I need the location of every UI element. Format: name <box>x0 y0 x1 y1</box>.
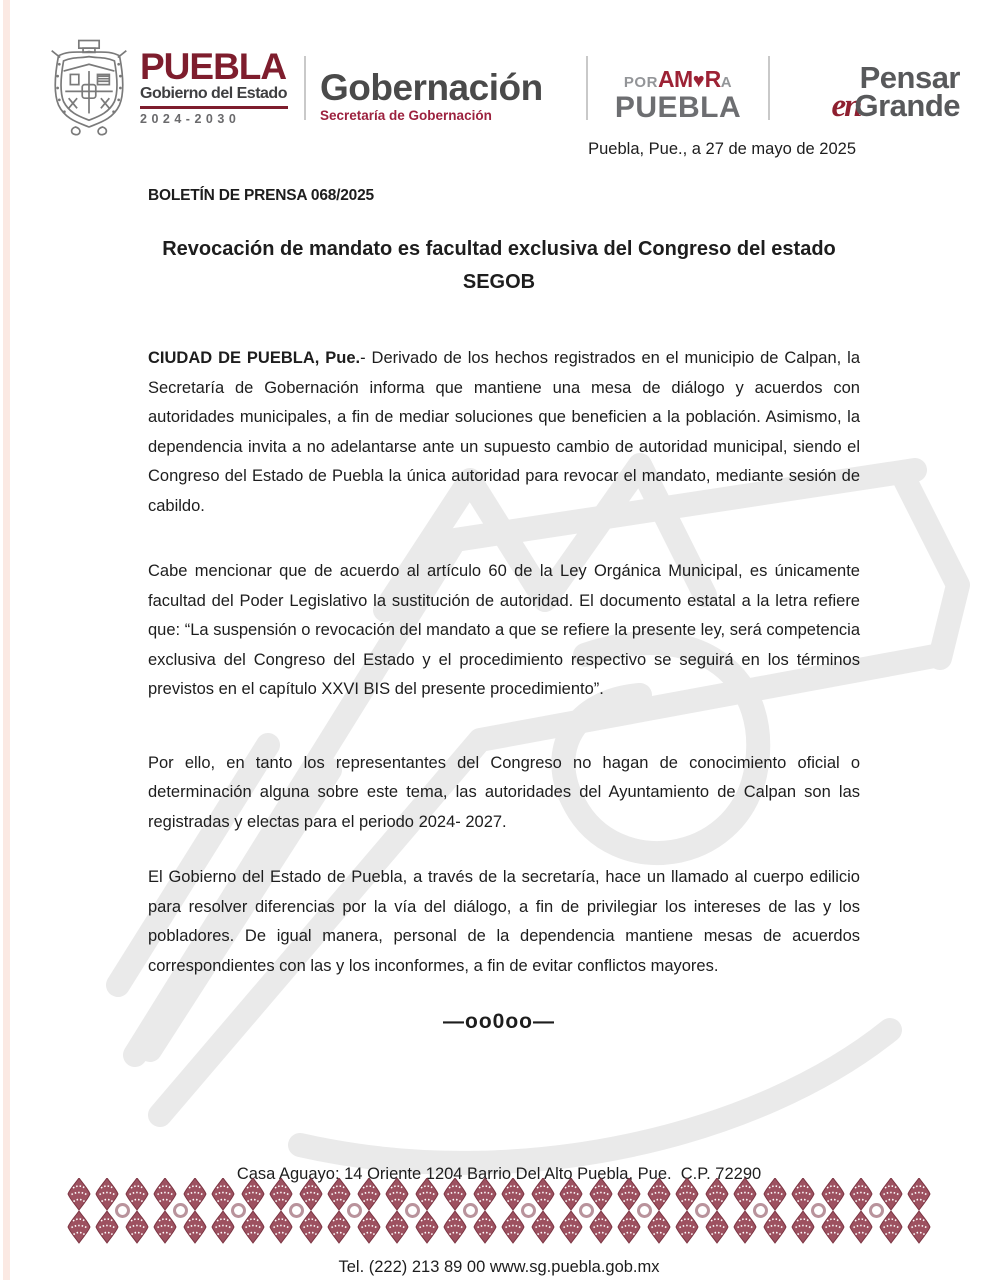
paragraph-1-lead: CIUDAD DE PUEBLA, Pue. <box>148 349 361 367</box>
paragraph-3: Por ello, en tanto los representantes del Congreso no hagan de conocimiento oficial o determinación alguna sobre este tema, las autoridades del Ayuntamiento de Calpan son las registradas y electas para el periodo 2024- 2027. <box>148 753 860 831</box>
bulletin-number: BOLETÍN DE PRENSA 068/2025 <box>148 187 374 204</box>
pensar-en-grande-logo <box>784 55 960 124</box>
gobernacion-logo <box>320 54 572 123</box>
header-divider <box>768 56 770 120</box>
amor-logo-a: A <box>720 74 733 91</box>
paragraph-1 <box>148 344 860 521</box>
paragraph-4: El Gobierno del Estado de Puebla, a través de la secretaría, hace un llamado al cuerpo edilicio para resolver diferencias por la vía del diálogo, a fin de privilegiar los intereses de las y los pobladores. De igual manera, personal de la dependencia mantiene mesas de acuerdos correspondientes con las y los inconformes, a fin de evitar conflictos mayores. <box>148 868 860 975</box>
paragraph-2: Cabe mencionar que de acuerdo al artículo 60 de la Ley Orgánica Municipal, es únicamente facultad del Poder Legislativo la sustitución de autoridad. El documento estatal a la letra refiere que: “La suspensión o revocación del mandato a que se refiere la presente ley, será competencia exclusiva del Congreso del Estado y el procedimiento respectivo se seguirá en los términos previstos en el capítulo XXVI BIS del presente procedimiento”. <box>148 562 860 698</box>
puebla-coat-of-arms-icon <box>50 38 128 138</box>
press-release-title <box>86 233 912 299</box>
paragraph-1-rest: - Derivado de los hechos registrados en el municipio de Calpan, la Secretaría de Gobernación informa que mantiene una mesa de diálogo y acuerdos con autoridades municipales, a fin de mediar soluciones que beneficien a la población. Asimismo, la dependencia invita a no adelantarse ante un supuesto cambio de autoridad municipal, siendo el Congreso del Estado de Puebla la única autoridad para revocar el mandato, mediante sesión de cabildo. <box>148 349 861 515</box>
header-divider <box>304 56 306 120</box>
header <box>50 34 960 142</box>
amor-logo-puebla: PUEBLA <box>614 91 742 124</box>
puebla-state-logo <box>140 45 290 127</box>
decorative-talavera-border <box>0 1178 998 1244</box>
footer-phone-web: Tel. (222) 213 89 00 www.sg.puebla.gob.mx <box>338 1258 660 1276</box>
puebla-logo-rule <box>140 106 288 110</box>
header-divider <box>586 56 588 120</box>
por-amor-a-puebla-logo <box>602 54 754 122</box>
puebla-logo-years: 2024-2030 <box>140 112 241 127</box>
amor-logo-am: AM <box>657 66 693 92</box>
scan-edge-stripe <box>3 0 10 1280</box>
footer-address: Casa Aguayo: 14 Oriente 1204 Barrio Del Alto Puebla, Pue. C.P. 72290 <box>236 1165 762 1183</box>
puebla-logo-title: PUEBLA <box>140 45 287 87</box>
body-text <box>148 344 860 981</box>
gobernacion-title: Gobernación <box>320 66 543 108</box>
heart-icon: ♥ <box>692 70 705 92</box>
amor-logo-r: R <box>704 66 721 92</box>
title-line-1: Revocación de mandato es facultad exclusiva del Congreso del estado <box>162 238 836 260</box>
pensar-word: Pensar <box>859 60 960 95</box>
pensar-en-script: en <box>831 88 861 124</box>
puebla-logo-subtitle: Gobierno del Estado <box>140 84 287 102</box>
amor-logo-por: POR <box>623 74 658 91</box>
grande-word: Grande <box>854 88 960 123</box>
gobernacion-subtitle: Secretaría de Gobernación <box>320 107 492 123</box>
title-line-2: SEGOB <box>462 271 536 293</box>
dateline: Puebla, Pue., a 27 de mayo de 2025 <box>588 140 856 158</box>
end-separator: —oo0oo— <box>443 1010 555 1033</box>
